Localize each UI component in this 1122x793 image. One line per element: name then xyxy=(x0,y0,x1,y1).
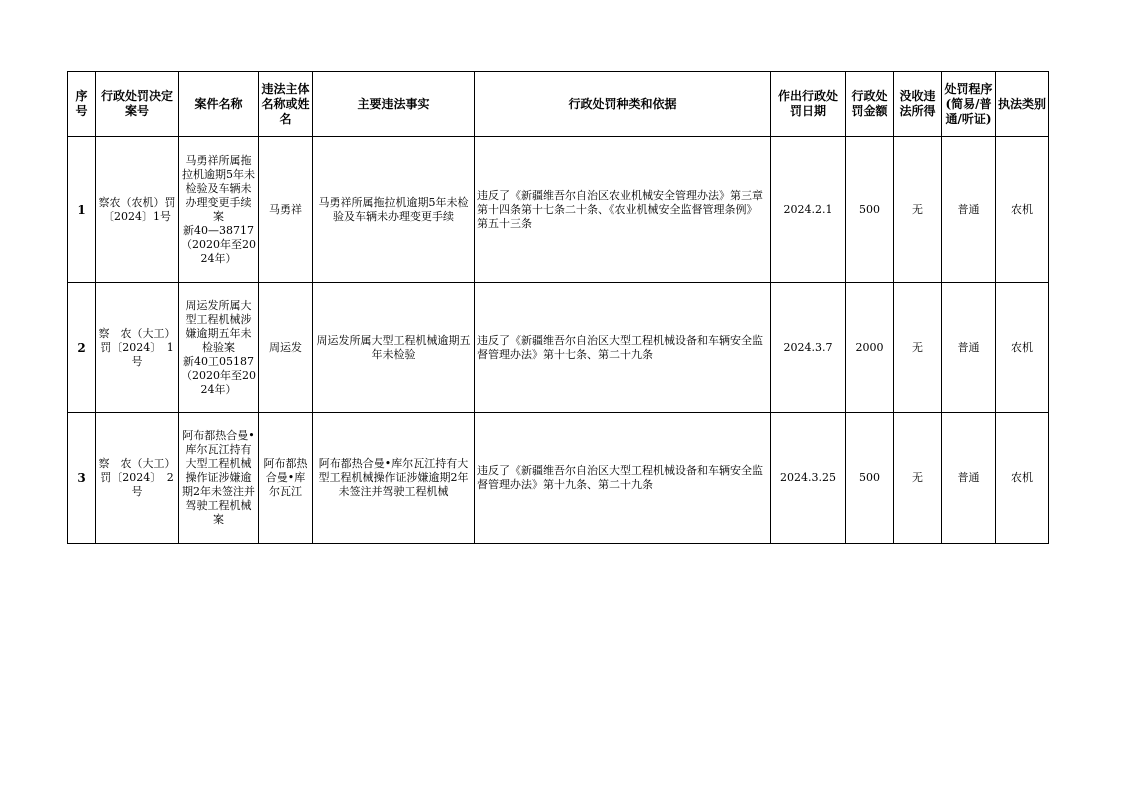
cell-decision-no: 察农（农机）罚〔2024〕1号 xyxy=(96,137,179,283)
cell-procedure: 普通 xyxy=(942,283,996,413)
cell-amount: 500 xyxy=(846,413,894,544)
penalty-disclosure-table xyxy=(67,71,1049,544)
cell-facts: 阿布都热合曼•库尔瓦江持有大型工程机械操作证涉嫌逾期2年未签注并驾驶工程机械 xyxy=(313,413,475,544)
cell-penalty-basis: 违反了《新疆维吾尔自治区农业机械安全管理办法》第三章第十四条第十七条二十条、《农业机械安全监督管理条例》第五十三条 xyxy=(475,137,771,283)
header-procedure: 处罚程序(简易/普通/听证) xyxy=(942,72,996,137)
table-row xyxy=(68,283,1049,413)
cell-date: 2024.3.7 xyxy=(771,283,846,413)
cell-penalty-basis: 违反了《新疆维吾尔自治区大型工程机械设备和车辆安全监督管理办法》第十九条、第二十九条 xyxy=(475,413,771,544)
cell-seq: 2 xyxy=(68,283,96,413)
cell-subject: 阿布都热合曼•库尔瓦江 xyxy=(259,413,313,544)
cell-procedure: 普通 xyxy=(942,413,996,544)
table-row xyxy=(68,137,1049,283)
cell-category: 农机 xyxy=(996,137,1049,283)
cell-date: 2024.2.1 xyxy=(771,137,846,283)
cell-seq: 1 xyxy=(68,137,96,283)
cell-confiscation: 无 xyxy=(894,413,942,544)
cell-category: 农机 xyxy=(996,283,1049,413)
cell-decision-no: 察 农（大工）罚〔2024〕 1 号 xyxy=(96,283,179,413)
header-facts: 主要违法事实 xyxy=(313,72,475,137)
cell-confiscation: 无 xyxy=(894,137,942,283)
cell-procedure: 普通 xyxy=(942,137,996,283)
cell-subject: 周运发 xyxy=(259,283,313,413)
header-category: 执法类别 xyxy=(996,72,1049,137)
header-subject: 违法主体名称或姓名 xyxy=(259,72,313,137)
header-case-name: 案件名称 xyxy=(179,72,259,137)
cell-amount: 500 xyxy=(846,137,894,283)
cell-case-name: 马勇祥所属拖拉机逾期5年未检验及车辆未办理变更手续案 新40—38717 （2020年至2024年） xyxy=(179,137,259,283)
cell-category: 农机 xyxy=(996,413,1049,544)
header-penalty-basis: 行政处罚种类和依据 xyxy=(475,72,771,137)
cell-facts: 周运发所属大型工程机械逾期五年未检验 xyxy=(313,283,475,413)
cell-confiscation: 无 xyxy=(894,283,942,413)
cell-penalty-basis: 违反了《新疆维吾尔自治区大型工程机械设备和车辆安全监督管理办法》第十七条、第二十九条 xyxy=(475,283,771,413)
table-row xyxy=(68,413,1049,544)
header-decision-no: 行政处罚决定案号 xyxy=(96,72,179,137)
cell-subject: 马勇祥 xyxy=(259,137,313,283)
cell-amount: 2000 xyxy=(846,283,894,413)
cell-decision-no: 察 农（大工）罚〔2024〕 2 号 xyxy=(96,413,179,544)
table-header-row xyxy=(68,72,1049,137)
cell-facts: 马勇祥所属拖拉机逾期5年未检验及车辆未办理变更手续 xyxy=(313,137,475,283)
header-amount: 行政处罚金额 xyxy=(846,72,894,137)
cell-case-name: 周运发所属大型工程机械涉嫌逾期五年未检验案 新40工05187 （2020年至2024年） xyxy=(179,283,259,413)
header-confiscation: 没收违法所得 xyxy=(894,72,942,137)
header-seq: 序号 xyxy=(68,72,96,137)
cell-date: 2024.3.25 xyxy=(771,413,846,544)
cell-seq: 3 xyxy=(68,413,96,544)
header-date: 作出行政处罚日期 xyxy=(771,72,846,137)
cell-case-name: 阿布都热合曼•库尔瓦江持有大型工程机械操作证涉嫌逾期2年未签注并驾驶工程机械案 xyxy=(179,413,259,544)
